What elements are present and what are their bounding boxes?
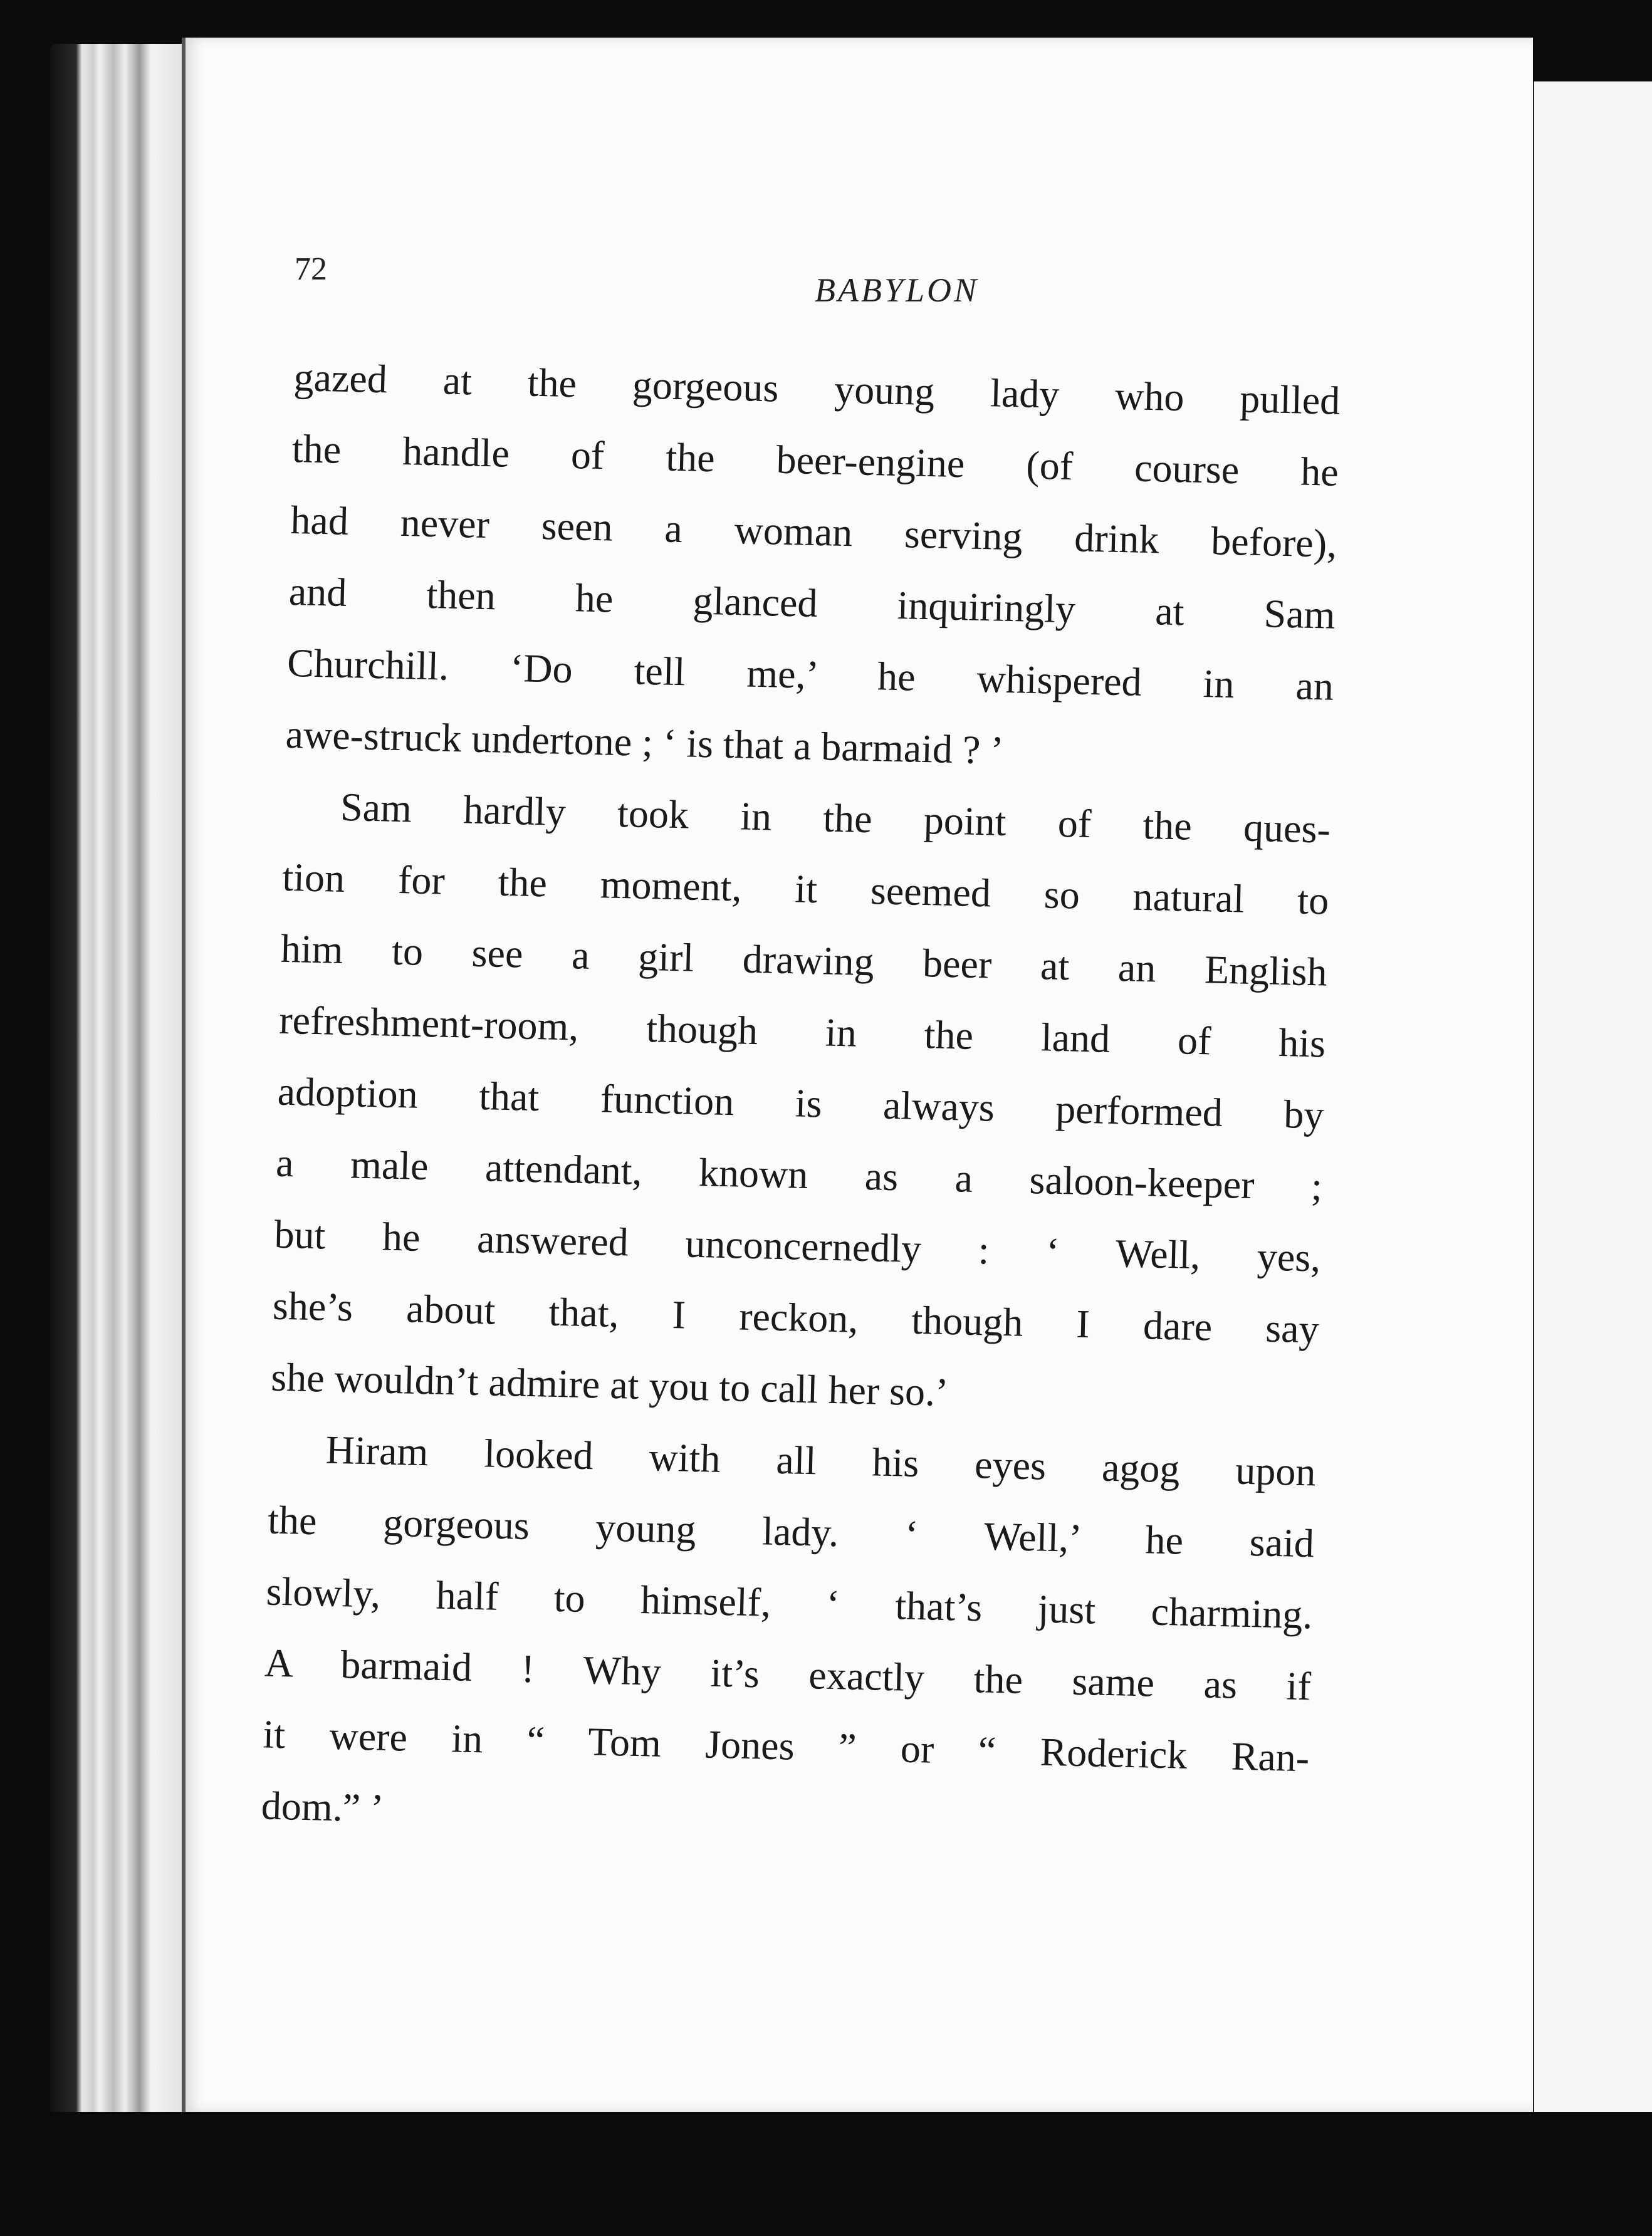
facing-page-edge: [1529, 81, 1652, 2118]
book-spine-edge: [50, 44, 194, 2124]
text-line: Churchill. ‘Do tell me,’ he whispered in an: [286, 640, 1334, 709]
text-line: A barmaid ! Why it’s exactly the same as if: [264, 1640, 1312, 1709]
running-head-title: BABYLON: [815, 271, 980, 309]
text-line: Sam hardly took in the point of the ques-: [340, 784, 1331, 852]
text-line: awe-struck undertone ; ‘ is that a barmaid ? ’: [285, 711, 1005, 773]
text-line: gazed at the gorgeous young lady who pulled: [293, 354, 1341, 423]
text-line: and then he glanced inquiringly at Sam: [288, 568, 1336, 637]
text-line: the handle of the beer-engine (of course he: [291, 426, 1339, 494]
text-line: the gorgeous young lady. ‘ Well,’ he said: [267, 1497, 1315, 1566]
text-line: slowly, half to himself, ‘ that’s just charming.: [265, 1569, 1314, 1638]
text-line: but he answered unconcernedly : ‘ Well, yes,: [273, 1211, 1322, 1280]
text-line: refreshment-room, though in the land of his: [278, 997, 1326, 1066]
text-line: it were in “ Tom Jones ” or “ Roderick Ran-: [262, 1711, 1310, 1780]
text-line: adoption that function is always performed by: [277, 1068, 1325, 1137]
text-line: she wouldn’t admire at you to call her so.’: [270, 1354, 949, 1415]
paragraph-3: [261, 1413, 1317, 1866]
text-line: tion for the moment, it seemed so natural to: [281, 854, 1329, 923]
paragraph-1: [285, 342, 1341, 794]
text-line: had never seen a woman serving drink before),: [290, 497, 1337, 566]
page-header: [0, 251, 1652, 313]
text-line: Hiram looked with all his eyes agog upon: [325, 1427, 1317, 1495]
body-text: [261, 342, 1341, 1865]
text-line: she’s about that, I reckon, though I dare say: [272, 1283, 1320, 1352]
page-number: 72: [295, 251, 327, 287]
text-line: dom.” ’: [261, 1783, 385, 1831]
text-line: him to see a girl drawing beer at an English: [280, 926, 1328, 995]
paragraph-2: [270, 770, 1331, 1437]
scan-bottom-border: [0, 2112, 1652, 2236]
text-line: a male attendant, known as a saloon-keeper ;: [275, 1140, 1323, 1209]
